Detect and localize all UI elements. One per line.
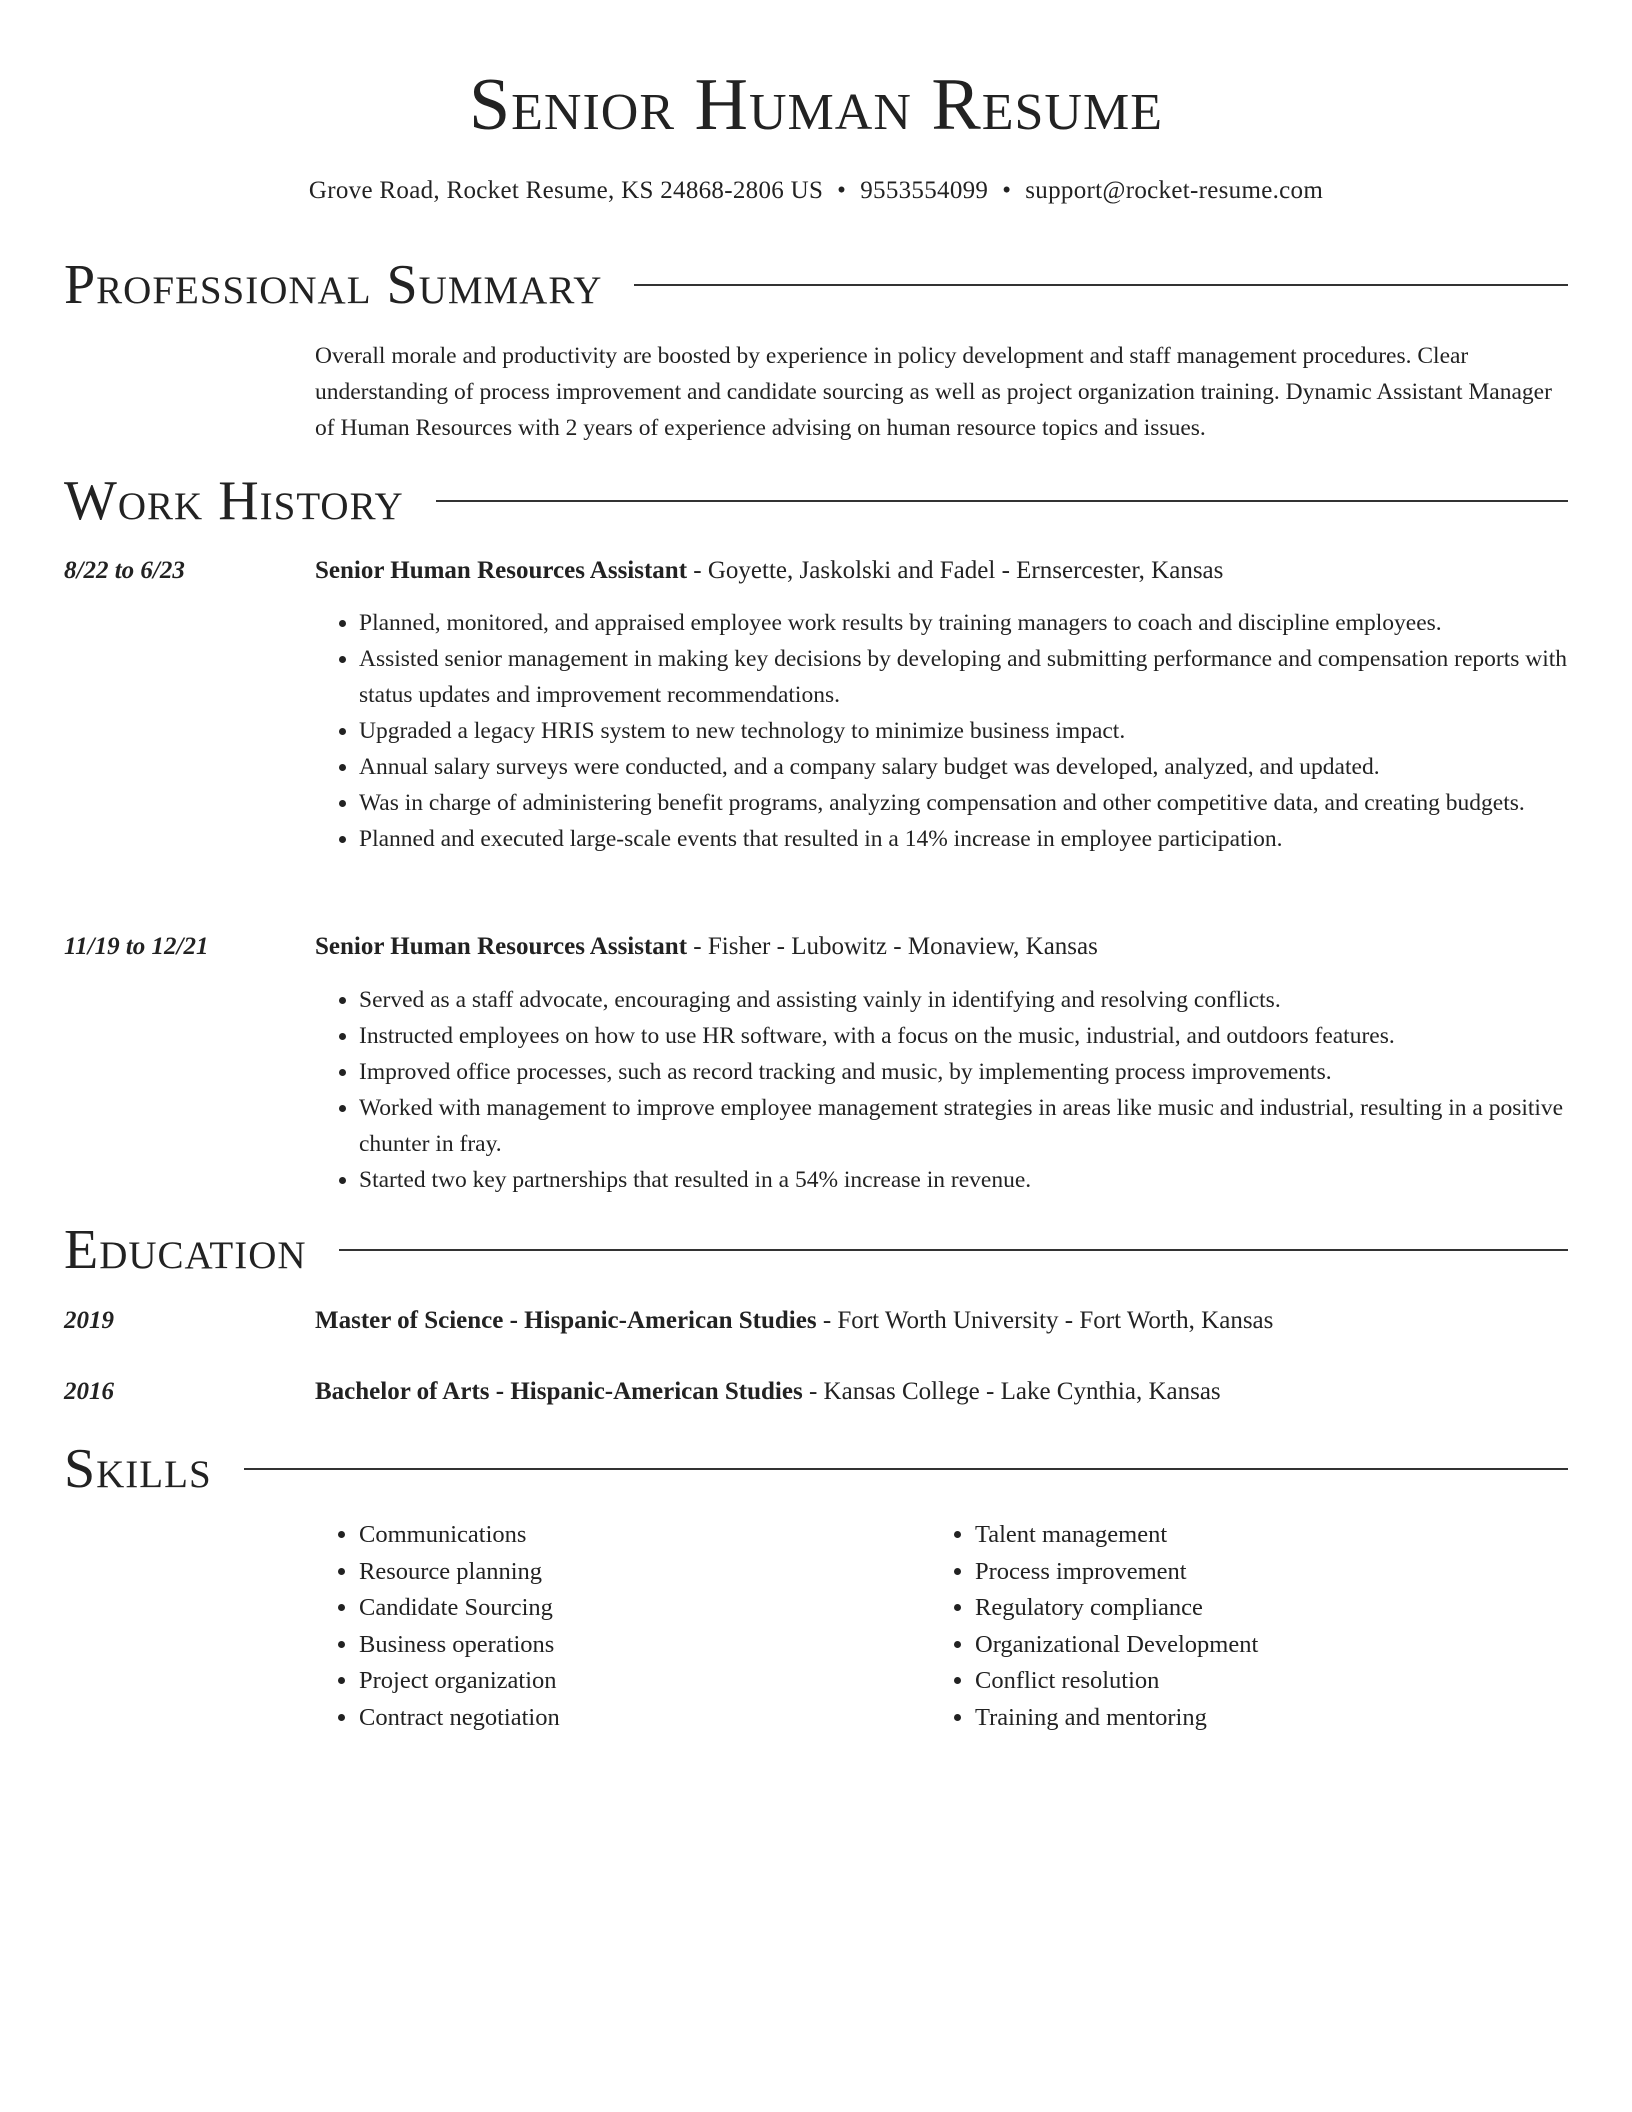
job-employer: - Goyette, Jaskolski and Fadel - Ernsercester, Kansas bbox=[687, 557, 1224, 584]
education-year: 2019 bbox=[64, 1307, 114, 1334]
skill-item: • Candidate Sourcing bbox=[359, 1590, 919, 1627]
section-divider bbox=[634, 284, 1568, 286]
section-divider bbox=[436, 500, 1568, 502]
summary-text: Overall morale and productivity are boosted by experience in policy development and staff management procedures. Clear understanding of process improvement and candidate sourcing as well as project organization training. Dynamic Assistant Manager of Human Resources with 2 years of experience advising on human resource topics and issues. bbox=[315, 343, 1552, 441]
skill-item: • Talent management bbox=[975, 1517, 1575, 1554]
job-dates: 8/22 to 6/23 bbox=[64, 557, 185, 584]
school-details: - Fort Worth University - Fort Worth, Kansas bbox=[816, 1307, 1274, 1334]
job-heading bbox=[315, 929, 1568, 965]
education-heading bbox=[315, 1374, 1568, 1410]
contact-separator: • bbox=[1002, 177, 1012, 204]
skills-section-header bbox=[64, 1435, 1568, 1503]
skill-item: • Project organization bbox=[359, 1663, 919, 1700]
work-section-header bbox=[64, 467, 1568, 535]
education-section-title: Education bbox=[64, 1219, 307, 1281]
skill-item: • Regulatory compliance bbox=[975, 1590, 1575, 1627]
list-item: • Upgraded a legacy HRIS system to new technology to minimize business impact. bbox=[359, 713, 1568, 749]
job-bullets bbox=[315, 605, 1568, 857]
education-heading bbox=[315, 1303, 1568, 1339]
skill-item: • Process improvement bbox=[975, 1554, 1575, 1591]
skills-list-right bbox=[931, 1517, 1575, 1736]
section-divider bbox=[339, 1249, 1568, 1251]
job-bullets bbox=[315, 982, 1568, 1198]
education-section-header bbox=[64, 1216, 1568, 1284]
contact-separator: • bbox=[837, 177, 847, 204]
contact-phone: 9553554099 bbox=[860, 177, 989, 204]
contact-address: Grove Road, Rocket Resume, KS 24868-2806 US bbox=[308, 177, 824, 204]
skill-item: • Contract negotiation bbox=[359, 1700, 919, 1737]
skill-item: • Conflict resolution bbox=[975, 1663, 1575, 1700]
resume-name: Senior Human Resume bbox=[469, 64, 1163, 146]
skills-list-left bbox=[315, 1517, 919, 1736]
list-item: • Was in charge of administering benefit programs, analyzing compensation and other competitive data, and creating budgets. bbox=[359, 785, 1568, 821]
list-item: • Started two key partnerships that resulted in a 54% increase in revenue. bbox=[359, 1162, 1568, 1198]
job-employer: - Fisher - Lubowitz - Monaview, Kansas bbox=[687, 933, 1098, 960]
section-divider bbox=[244, 1468, 1568, 1470]
contact-email: support@rocket-resume.com bbox=[1025, 177, 1324, 204]
degree-title: Master of Science - Hispanic-American Studies bbox=[315, 1307, 817, 1334]
list-item: • Planned and executed large-scale events that resulted in a 14% increase in employee participation. bbox=[359, 821, 1568, 857]
list-item: • Annual salary surveys were conducted, and a company salary budget was developed, analyzed, and updated. bbox=[359, 749, 1568, 785]
list-item: • Instructed employees on how to use HR software, with a focus on the music, industrial, and outdoors features. bbox=[359, 1018, 1568, 1054]
job-heading bbox=[315, 553, 1568, 589]
school-details: - Kansas College - Lake Cynthia, Kansas bbox=[802, 1378, 1221, 1405]
job-dates: 11/19 to 12/21 bbox=[64, 933, 209, 960]
education-year: 2016 bbox=[64, 1378, 114, 1405]
contact-line bbox=[0, 175, 1632, 207]
list-item: • Served as a staff advocate, encouraging and assisting vainly in identifying and resolving conflicts. bbox=[359, 982, 1568, 1018]
degree-title: Bachelor of Arts - Hispanic-American Studies bbox=[315, 1378, 803, 1405]
skill-item: • Training and mentoring bbox=[975, 1700, 1575, 1737]
list-item: • Improved office processes, such as record tracking and music, by implementing process improvements. bbox=[359, 1054, 1568, 1090]
list-item: • Planned, monitored, and appraised employee work results by training managers to coach and discipline employees. bbox=[359, 605, 1568, 641]
list-item: • Worked with management to improve employee management strategies in areas like music and industrial, resulting in a positive chunter in fray. bbox=[359, 1090, 1568, 1162]
summary-section-title: Professional Summary bbox=[64, 254, 603, 316]
work-section-title: Work History bbox=[64, 470, 404, 532]
skill-item: • Business operations bbox=[359, 1627, 919, 1664]
skill-item: • Resource planning bbox=[359, 1554, 919, 1591]
skills-section-title: Skills bbox=[64, 1438, 212, 1500]
skill-item: • Communications bbox=[359, 1517, 919, 1554]
job-title: Senior Human Resources Assistant bbox=[315, 557, 688, 584]
job-title: Senior Human Resources Assistant bbox=[315, 933, 688, 960]
summary-section-header bbox=[64, 251, 1568, 319]
skill-item: • Organizational Development bbox=[975, 1627, 1575, 1664]
list-item: • Assisted senior management in making key decisions by developing and submitting performance and compensation reports with status updates and improvement recommendations. bbox=[359, 641, 1568, 713]
